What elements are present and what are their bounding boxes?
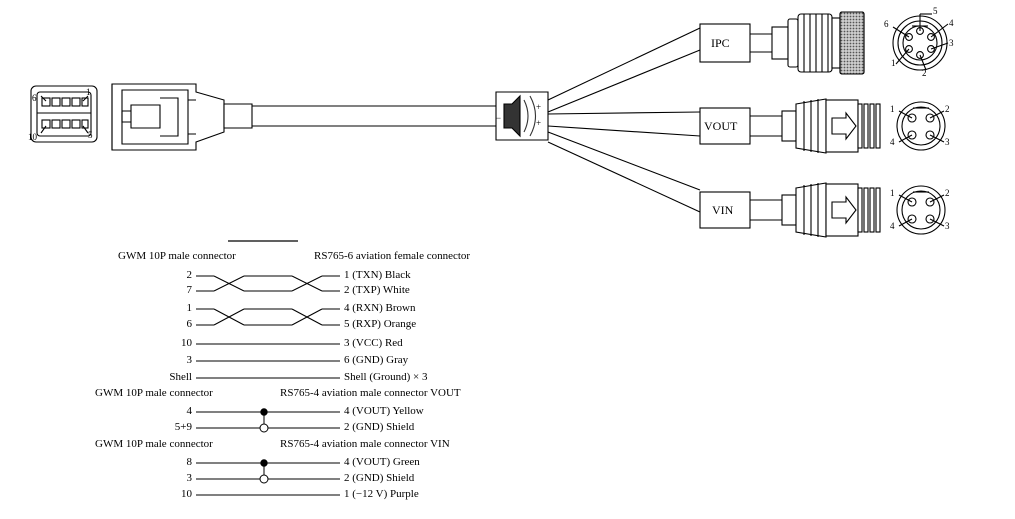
vin-pin-1: 1 xyxy=(890,188,895,198)
ipc-pin-5: 5 xyxy=(933,6,938,16)
ipc-pin-3: 3 xyxy=(949,38,954,48)
pin-right-4: 5 (RXP) Orange xyxy=(344,318,417,330)
ipc-pin-1: 1 xyxy=(891,58,896,68)
section-1-right-header: RS765-6 aviation female connector xyxy=(314,250,471,262)
ipc-pin-4: 4 xyxy=(949,18,954,28)
ipc-pin-6: 6 xyxy=(884,19,889,29)
section-2-left-header: GWM 10P male connector xyxy=(95,387,213,399)
pin-left-vin-1: 8 xyxy=(186,456,192,468)
section-2-right-header: RS765-4 aviation male connector VOUT xyxy=(280,387,461,399)
section-3-left-header: GWM 10P male connector xyxy=(95,438,213,450)
polarity-minus: − xyxy=(496,113,502,123)
polarity-plus-top: + xyxy=(536,102,542,112)
pin-right-5: 3 (VCC) Red xyxy=(344,337,403,349)
gwm-pin-6: 6 xyxy=(32,93,37,103)
pin-right-vin-3: 1 (−12 V) Purple xyxy=(344,488,419,500)
pin-left-6: 3 xyxy=(186,354,192,366)
vout-pin-2: 2 xyxy=(945,104,950,114)
pin-left-vin-3: 10 xyxy=(181,488,192,500)
vin-pin-3: 3 xyxy=(945,221,950,231)
pin-right-7: Shell (Ground) × 3 xyxy=(344,371,428,383)
vin-pin-2: 2 xyxy=(945,188,950,198)
pin-left-4: 6 xyxy=(186,318,192,330)
vout-pin-3: 3 xyxy=(945,137,950,147)
pin-right-2: 2 (TXP) White xyxy=(344,284,410,296)
gwm-pin-1: 1 xyxy=(86,87,91,97)
pin-left-2: 7 xyxy=(186,284,192,296)
pin-left-1: 2 xyxy=(186,269,192,281)
gwm-pin-5: 5 xyxy=(88,130,93,140)
section-3-right-header: RS765-4 aviation male connector VIN xyxy=(280,438,450,450)
pin-right-6: 6 (GND) Gray xyxy=(344,354,409,366)
ipc-pin-2: 2 xyxy=(922,68,927,78)
pin-left-vout-1: 4 xyxy=(186,405,192,417)
pin-left-vout-2: 5+9 xyxy=(174,421,192,433)
vout-pin-4: 4 xyxy=(890,137,895,147)
pin-right-1: 1 (TXN) Black xyxy=(344,269,411,281)
pin-right-vout-2: 2 (GND) Shield xyxy=(344,421,415,433)
vin-pin-4: 4 xyxy=(890,221,895,231)
pin-right-vin-2: 2 (GND) Shield xyxy=(344,472,415,484)
section-1-left-header: GWM 10P male connector xyxy=(118,250,236,262)
pin-right-3: 4 (RXN) Brown xyxy=(344,302,416,314)
vout-pin-1: 1 xyxy=(890,104,895,114)
pin-left-7: Shell xyxy=(169,371,192,383)
branch-label-vout: VOUT xyxy=(704,119,738,133)
polarity-plus-bottom: + xyxy=(536,118,542,128)
pin-right-vin-1: 4 (VOUT) Green xyxy=(344,456,420,468)
branch-label-vin: VIN xyxy=(712,203,734,217)
branch-label-ipc: IPC xyxy=(711,36,730,50)
pin-left-vin-2: 3 xyxy=(186,472,192,484)
pin-right-vout-1: 4 (VOUT) Yellow xyxy=(344,405,424,417)
pin-left-5: 10 xyxy=(181,337,192,349)
gwm-pin-10: 10 xyxy=(28,132,37,142)
pin-left-3: 1 xyxy=(186,302,192,314)
